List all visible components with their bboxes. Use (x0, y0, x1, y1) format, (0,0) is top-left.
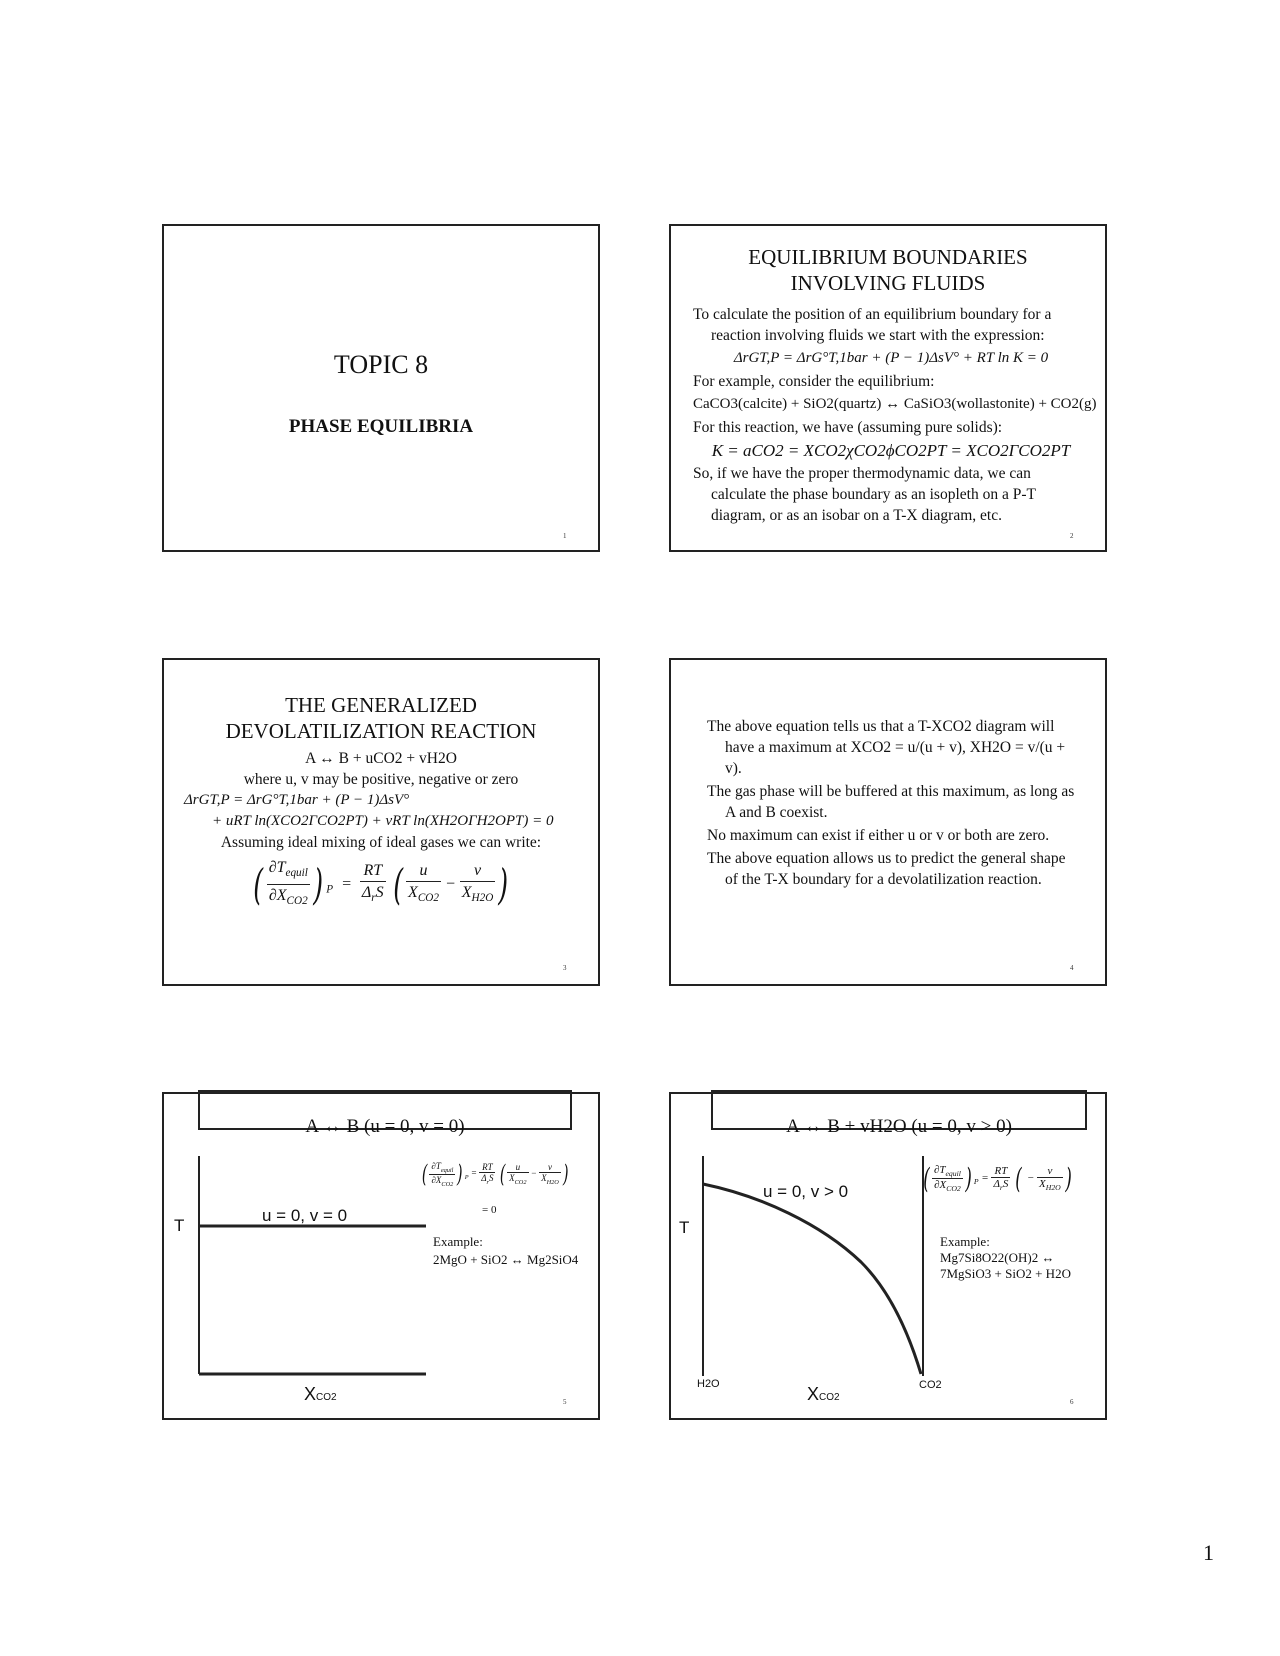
denominator: $\Delta_rS$ (481, 1173, 494, 1186)
fraction (1037, 1165, 1063, 1192)
fraction (360, 860, 386, 909)
numerator: v (460, 860, 496, 882)
curve-label: u = 0, v > 0 (763, 1182, 849, 1201)
reaction: A ↔ B + uCO2 + vH2O (305, 750, 457, 767)
slide-number: 3 (563, 964, 567, 972)
boundary-curve (703, 1184, 921, 1374)
derivative-equation: ( $\frac{\partial T_{equil}}{\partial X_{CO2}}$ ) $_P$ = $\frac{RT}{\Delta_rS}$ ( $\frac{u}{X_{CO2}}$ − $\frac{v}{X_{H2O}}$ ) (184, 857, 578, 912)
fraction (991, 1165, 1010, 1192)
derivative-equation: ( $\frac{\partial T_{equil}}{\partial X_{CO2}}$ ) $_P$ = $\frac{RT}{\Delta_rS}$ ( $\frac{u}{X_{CO2}}$ − $\frac{v}{X_{H2O}}$ ) (421, 1160, 569, 1188)
title-line-1: EQUILIBRIUM BOUNDARIES (748, 245, 1028, 269)
fraction (267, 857, 310, 912)
example-label: Example: (940, 1234, 990, 1249)
x-axis-label: XCO2 (304, 1384, 337, 1404)
x-axis-label: XCO2 (807, 1384, 840, 1404)
numerator: v (539, 1162, 561, 1173)
slide-6 (669, 1092, 1107, 1420)
slide-body (671, 660, 1105, 890)
numerator: u (507, 1162, 528, 1173)
numerator: $\partial T_{equil}$ (933, 1163, 961, 1178)
denominator: $\Delta_rS$ (361, 884, 384, 905)
numerator: u (406, 860, 441, 882)
y-axis-label: T (174, 1216, 185, 1235)
fraction (539, 1162, 561, 1186)
numerator: $\partial T_{equil}$ (267, 857, 310, 885)
numerator: v (1037, 1165, 1063, 1178)
denominator: $X_{H2O}$ (461, 884, 494, 905)
slide-3 (162, 658, 600, 986)
left-paren: ( (923, 1162, 930, 1195)
slide-title: A ↔ B (u = 0, v = 0) (305, 1116, 465, 1137)
y-axis-label: T (679, 1218, 690, 1237)
left-paren: ( (421, 1160, 428, 1188)
numerator: RT (991, 1165, 1010, 1178)
equation-result: = 0 (482, 1204, 497, 1216)
example-reaction-line-1: Mg7Si8O22(OH)2 ↔ (940, 1250, 1055, 1265)
paragraph: For example, consider the equilibrium: (693, 373, 935, 390)
derivative-equation: ( $\frac{\partial T_{equil}}{\partial X_{CO2}}$ ) $_P$ = $\frac{RT}{\Delta_rS}$ ( − $\frac{v}{X_{H2O}}$ ) (923, 1162, 1072, 1195)
denominator: $X_{CO2}$ (509, 1173, 527, 1186)
slide-body (671, 304, 1105, 526)
slide-number: 4 (1070, 964, 1074, 972)
example-reaction: 2MgO + SiO2 ↔ Mg2SiO4 (433, 1252, 579, 1267)
paragraph: To calculate the position of an equilibrium boundary for a reaction involving fluids we start with the expression: (693, 306, 1052, 344)
list-item: The above equation allows us to predict the general shape of the T-X boundary for a devolatilization reaction. (707, 850, 1066, 888)
paragraph: Assuming ideal mixing of ideal gases we can write: (220, 834, 542, 851)
numerator: RT (479, 1162, 495, 1173)
right-paren: ) (965, 1162, 972, 1195)
curve-label: u = 0, v = 0 (262, 1206, 348, 1225)
left-paren: ( (253, 860, 264, 910)
right-paren: ) (1064, 1162, 1072, 1195)
equation: ΔrGT,P = ΔrG°T,1bar + (P − 1)ΔsV° + RT ln K = 0 (733, 350, 1049, 366)
numerator: $\partial T_{equil}$ (431, 1160, 454, 1174)
right-paren: ) (498, 860, 509, 910)
title-line-1: THE GENERALIZED (285, 693, 477, 717)
title-line-2: INVOLVING FLUIDS (790, 271, 986, 295)
fraction (460, 860, 496, 909)
equation: K = aCO2 = XCO2χCO2ϕCO2PT = XCO2ΓCO2PT (711, 441, 1071, 460)
subscript: P (326, 883, 334, 896)
slide-5 (162, 1092, 600, 1420)
numerator: RT (360, 860, 386, 882)
slide-1 (162, 224, 600, 552)
denominator: $\partial X_{CO2}$ (934, 1179, 961, 1194)
right-paren: ) (457, 1160, 463, 1188)
title-line-2: DEVOLATILIZATION REACTION (225, 719, 537, 743)
slide-subtitle: PHASE EQUILIBRIA (288, 416, 474, 437)
fraction (406, 860, 441, 909)
denominator: $\partial X_{CO2}$ (268, 887, 308, 908)
paragraph: where u, v may be positive, negative or zero (243, 771, 519, 788)
list-item: The gas phase will be buffered at this maximum, as long as A and B coexist. (707, 783, 1075, 821)
subscript: P (973, 1177, 979, 1187)
left-paren: ( (499, 1160, 506, 1188)
denominator: $X_{CO2}$ (408, 884, 439, 905)
slide-body (164, 748, 598, 912)
subscript: P (464, 1173, 469, 1181)
example-reaction-line-2: 7MgSiO3 + SiO2 + H2O (940, 1266, 1071, 1281)
fraction (507, 1162, 528, 1186)
slide-number: 6 (1070, 1398, 1074, 1406)
slide-number: 5 (563, 1398, 567, 1406)
reaction: CaCO3(calcite) + SiO2(quartz) ↔ CaSiO3(wollastonite) + CO2(g) (693, 396, 1097, 412)
right-paren: ) (562, 1160, 569, 1188)
fraction (429, 1161, 455, 1188)
slide-title: A ↔ B + vH2O (u = 0, v > 0) (786, 1116, 1012, 1137)
list-item: The above equation tells us that a T-XCO2 diagram will have a maximum at XCO2 = u/(u + v), XH2O = v/(u + v). (707, 718, 1066, 777)
slide-number: 2 (1070, 532, 1074, 540)
slide-title: TOPIC 8 (333, 350, 429, 379)
x-axis-right-label: CO2 (919, 1379, 942, 1391)
equation: + uRT ln(XCO2ΓCO2PT) + vRT ln(XH2OΓH2OPT) = 0 (212, 813, 554, 829)
slide-title (164, 692, 598, 744)
list-item: No maximum can exist if either u or v or both are zero. (707, 827, 1050, 844)
page-number: 1 (1203, 1540, 1214, 1565)
x-axis-left-label: H2O (697, 1378, 720, 1390)
denominator: $X_{H2O}$ (541, 1173, 559, 1186)
slide-2 (669, 224, 1107, 552)
fraction (932, 1164, 963, 1193)
slide-number: 1 (563, 532, 567, 540)
paragraph: So, if we have the proper thermodynamic data, we can calculate the phase boundary as an isopleth on a P-T diagram, or as an isobar on a T-X diagram, etc. (693, 465, 1036, 524)
left-paren: ( (1015, 1162, 1022, 1195)
slide-title (671, 244, 1105, 296)
right-paren: ) (313, 860, 323, 910)
slide-4 (669, 658, 1107, 986)
equation: ΔrGT,P = ΔrG°T,1bar + (P − 1)ΔsV° (184, 792, 410, 808)
denominator: $\Delta_rS$ (993, 1177, 1009, 1193)
left-paren: ( (392, 860, 403, 910)
denominator: $X_{H2O}$ (1039, 1177, 1061, 1193)
fraction (479, 1162, 495, 1186)
paragraph: For this reaction, we have (assuming pure solids): (693, 419, 1003, 436)
denominator: $\partial X_{CO2}$ (431, 1174, 454, 1188)
example-label: Example: (433, 1234, 483, 1249)
